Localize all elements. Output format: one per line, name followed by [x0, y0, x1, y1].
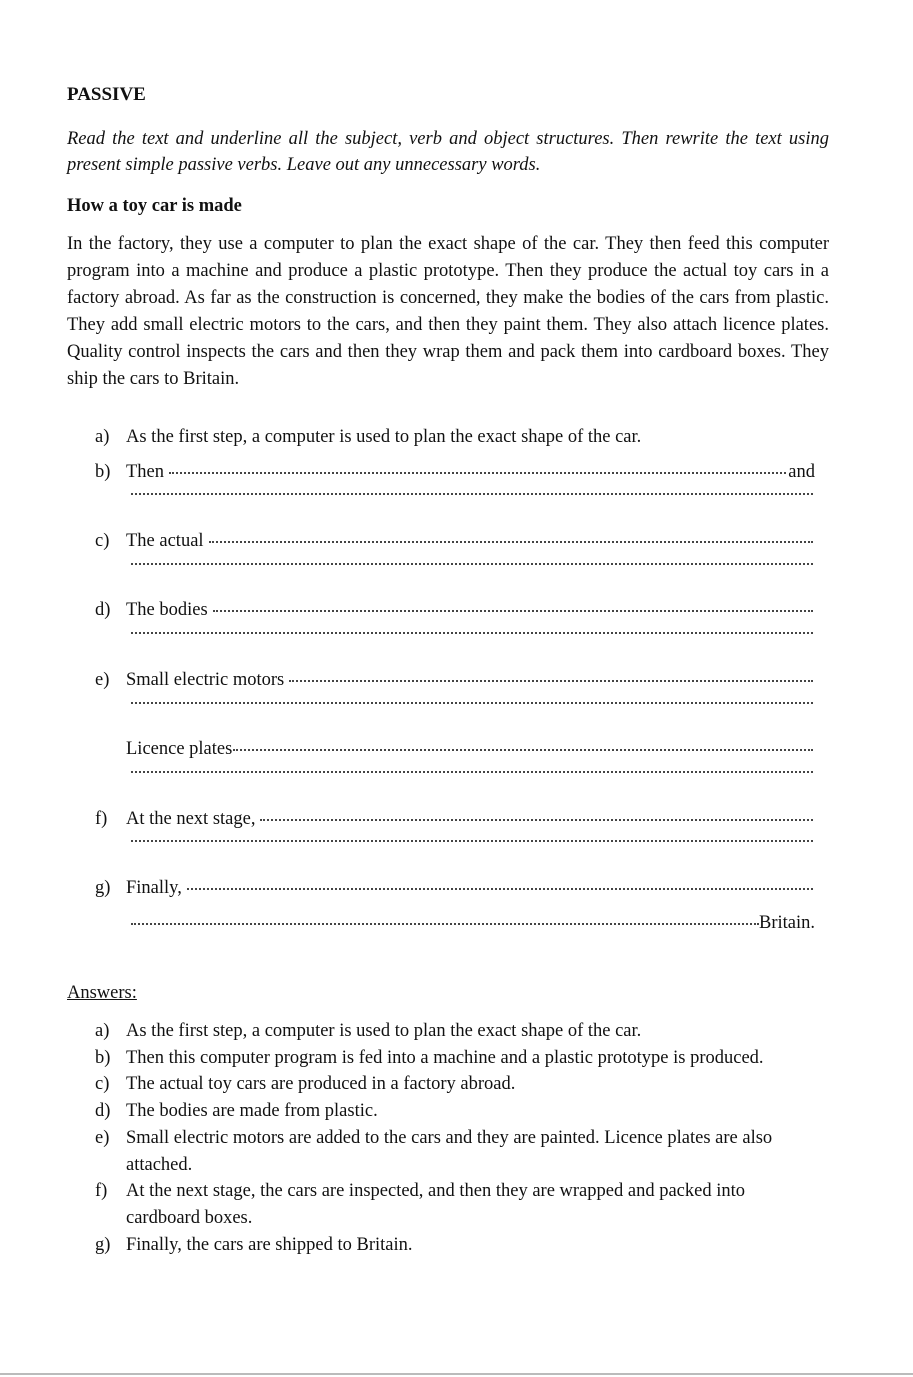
- answer-blank[interactable]: [187, 888, 813, 890]
- answer-blank[interactable]: [131, 771, 813, 773]
- answer-blank[interactable]: [213, 610, 813, 612]
- answer-blank[interactable]: [131, 632, 813, 634]
- answer-blank[interactable]: [233, 749, 813, 751]
- page-title: PASSIVE: [67, 84, 146, 105]
- answer-blank[interactable]: [169, 472, 786, 474]
- answer-blank[interactable]: [209, 541, 813, 543]
- answer-text: Then this computer program is fed into a machine and a plastic prototype is produced.: [126, 1047, 764, 1068]
- answer-text: Finally, the cars are shipped to Britain.: [126, 1234, 413, 1255]
- exercise-item-c-line2: [95, 566, 815, 601]
- answer-text: The bodies are made from plastic.: [126, 1101, 378, 1122]
- item-label: e): [95, 669, 110, 690]
- exercise-item-e: [95, 670, 815, 705]
- answer-blank[interactable]: [131, 840, 813, 842]
- answer-blank[interactable]: [289, 680, 813, 682]
- item-label: f): [95, 808, 108, 829]
- exercise-item-f-line2: [95, 843, 815, 878]
- exercise-item-b: [95, 462, 815, 497]
- answer-blank[interactable]: [260, 819, 813, 821]
- exercise-item-c: [95, 531, 815, 566]
- answer-label: a): [95, 1021, 110, 1041]
- exercise-item-d: [95, 600, 815, 635]
- item-label: a): [95, 427, 110, 447]
- answer-blank[interactable]: [131, 493, 813, 495]
- answer-text: As the first step, a computer is used to plan the exact shape of the car.: [126, 1021, 642, 1041]
- text-heading: How a toy car is made: [67, 196, 242, 216]
- answer-item: [95, 1125, 830, 1178]
- exercise-item-a: [95, 427, 815, 462]
- item-text: As the first step, a computer is used to plan the exact shape of the car.: [126, 427, 642, 447]
- exercise-item-b-line2: [95, 496, 815, 531]
- source-paragraph: In the factory, they use a computer to plan the exact shape of the car. They then feed this computer program into a machine and produce a plastic prototype. Then they produce the actual toy cars in a factory abroad. As far as the construction is concerned, they make the bodies of the cars from plastic. They add small electric motors to the cars, and then they paint them. They also attach licence plates. Quality control inspects the cars and then they wrap them and pack them into cardboard boxes. They ship the cars to Britain.: [67, 234, 829, 389]
- item-text: Small electric motors: [126, 669, 285, 690]
- answer-label: d): [95, 1101, 111, 1122]
- answer-label: g): [95, 1234, 111, 1255]
- item-text: The actual: [126, 531, 204, 552]
- answer-blank[interactable]: [131, 702, 813, 704]
- answer-item: [95, 1098, 830, 1125]
- answer-item: [95, 1178, 830, 1231]
- exercise-item-e-extra: [95, 739, 815, 774]
- item-text: The bodies: [126, 600, 208, 621]
- instructions: Read the text and underline all the subject, verb and object structures. Then rewrite the text using present simple passive verbs. Leave out any unnecessary words.: [67, 129, 829, 175]
- item-end-text: Britain.: [758, 912, 815, 933]
- answer-blank[interactable]: [131, 923, 759, 925]
- answer-label: b): [95, 1047, 111, 1068]
- exercise-item-d-line2: [95, 635, 815, 670]
- answer-item: [95, 1045, 830, 1072]
- answer-text: Small electric motors are added to the cars and they are painted. Licence plates are also attached.: [126, 1127, 773, 1175]
- answer-text: At the next stage, the cars are inspected, and then they are wrapped and packed into cardboard boxes.: [126, 1181, 745, 1228]
- item-label: b): [95, 461, 111, 482]
- item-text: Licence plates: [126, 739, 233, 760]
- answer-label: f): [95, 1181, 108, 1202]
- item-text: Then: [126, 461, 165, 482]
- item-label: c): [95, 531, 110, 552]
- item-end-text: and: [788, 461, 815, 482]
- page-bottom-divider: [0, 1373, 913, 1375]
- item-label: g): [95, 877, 111, 898]
- answer-item: [95, 1232, 830, 1259]
- answer-blank[interactable]: [131, 563, 813, 565]
- answer-text: The actual toy cars are produced in a factory abroad.: [126, 1074, 516, 1095]
- answers-heading: Answers:: [67, 983, 137, 1003]
- item-text: At the next stage,: [126, 808, 256, 829]
- answer-item: [95, 1071, 830, 1098]
- answer-label: c): [95, 1074, 110, 1095]
- exercise-item-e-line2: [95, 705, 815, 740]
- exercise-item-e-line4: [95, 774, 815, 809]
- exercise-list: [95, 427, 815, 947]
- item-label: d): [95, 600, 111, 621]
- answer-item: [95, 1018, 830, 1045]
- answer-label: e): [95, 1127, 110, 1148]
- item-text: Finally,: [126, 877, 182, 898]
- exercise-item-f: [95, 809, 815, 844]
- exercise-item-g: [95, 878, 815, 913]
- answers-list: [95, 1018, 830, 1258]
- exercise-item-g-line2: [95, 913, 815, 948]
